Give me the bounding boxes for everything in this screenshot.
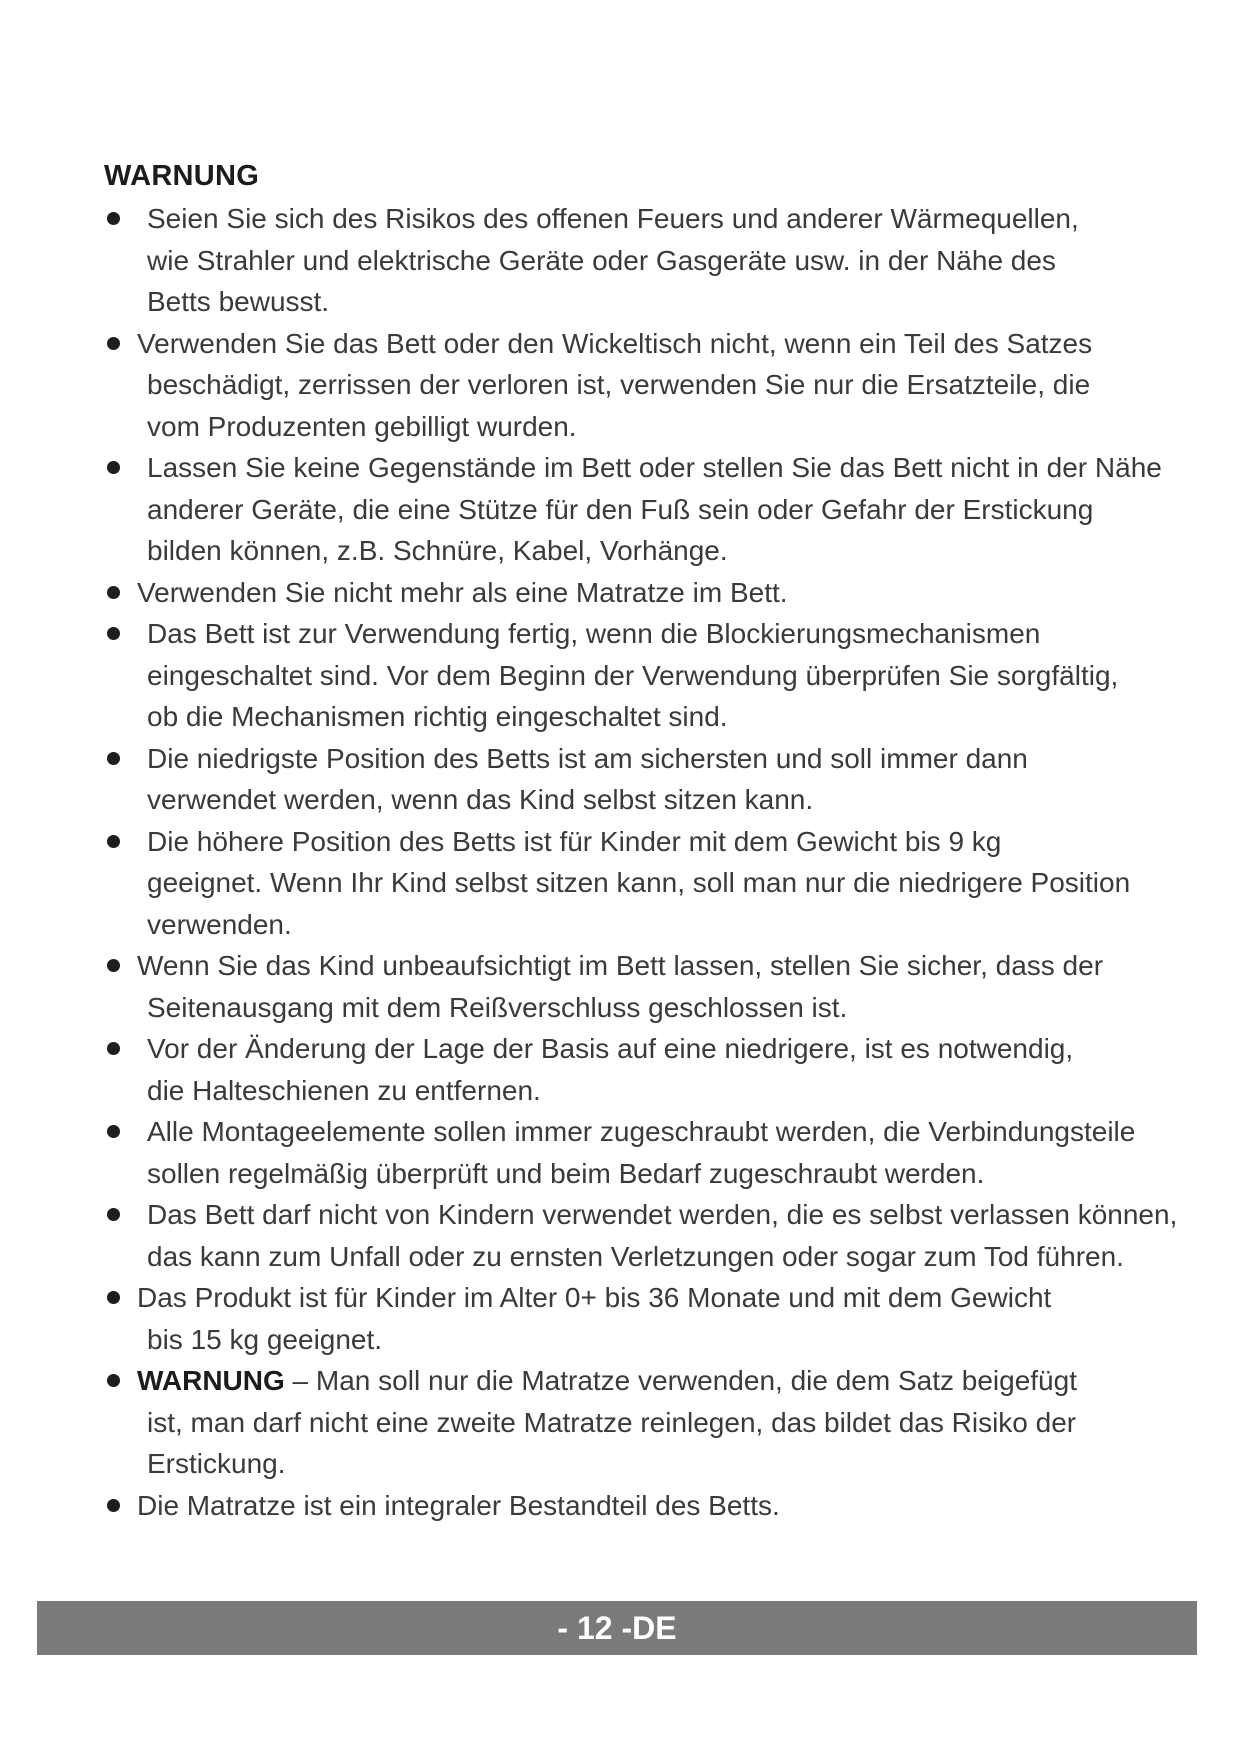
item-line: verwenden. <box>147 908 292 940</box>
list-item <box>104 572 1204 614</box>
list-item <box>104 821 1204 946</box>
item-line: bis 15 kg geeignet. <box>147 1323 383 1355</box>
item-line: Alle Montageelemente sollen immer zugeschraubt werden, die Verbindungsteile <box>147 1116 1136 1147</box>
item-line: beschädigt, zerrissen der verloren ist, verwenden Sie nur die Ersatzteile, die <box>147 369 1091 400</box>
item-line: sollen regelmäßig überprüft und beim Bedarf zugeschraubt werden. <box>147 1157 985 1189</box>
list-item <box>104 1194 1204 1277</box>
item-line: ist, man darf nicht eine zweite Matratze reinlegen, das bildet das Risiko der <box>147 1406 1077 1438</box>
item-line: eingeschaltet sind. Vor dem Beginn der Verwendung überprüfen Sie sorgfältig, <box>147 659 1119 691</box>
item-line: Vor der Änderung der Lage der Basis auf eine niedrigere, ist es notwendig, <box>147 1033 1074 1064</box>
bullet-icon <box>107 959 120 972</box>
bullet-icon <box>107 1291 120 1304</box>
item-line: ob die Mechanismen richtig eingeschaltet sind. <box>147 701 728 732</box>
item-line: Die höhere Position des Betts ist für Kinder mit dem Gewicht bis 9 kg <box>147 825 1002 857</box>
item-line: verwendet werden, wenn das Kind selbst sitzen kann. <box>147 784 814 815</box>
bullet-icon <box>107 627 120 640</box>
item-line: Das Bett darf nicht von Kindern verwendet werden, die es selbst verlassen können, <box>147 1199 1178 1230</box>
item-line: Die Matratze ist ein integraler Bestandteil des Betts. <box>137 1489 780 1521</box>
list-item <box>104 738 1204 821</box>
bullet-icon <box>107 586 120 599</box>
bullet-icon <box>107 461 120 474</box>
bullet-icon <box>107 1125 120 1138</box>
item-line-text: – Man soll nur die Matratze verwenden, die dem Satz beigefügt <box>284 1365 1077 1396</box>
item-line: Wenn Sie das Kind unbeaufsichtigt im Bett lassen, stellen Sie sicher, dass der <box>137 950 1104 981</box>
item-line: Erstickung. <box>147 1448 286 1479</box>
page-number: - 12 -DE <box>557 1610 677 1646</box>
item-line: Das Produkt ist für Kinder im Alter 0+ bis 36 Monate und mit dem Gewicht <box>137 1282 1052 1313</box>
item-line: Betts bewusst. <box>147 286 330 317</box>
item-line: Die niedrigste Position des Betts ist am sichersten und soll immer dann <box>147 742 1028 774</box>
list-item <box>104 1485 1204 1527</box>
item-line: Lassen Sie keine Gegenstände im Bett oder stellen Sie das Bett nicht in der Nähe <box>147 452 1162 483</box>
list-item <box>104 198 1204 323</box>
list-item <box>104 945 1204 1028</box>
list-item <box>104 1028 1204 1111</box>
item-line <box>137 1360 1204 1402</box>
item-line: anderer Geräte, die eine Stütze für den Fuß sein oder Gefahr der Erstickung <box>147 493 1094 525</box>
list-item <box>104 1277 1204 1360</box>
item-line: geeignet. Wenn Ihr Kind selbst sitzen kann, soll man nur die niedrigere Position <box>147 867 1131 898</box>
item-line: Verwenden Sie das Bett oder den Wickeltisch nicht, wenn ein Teil des Satzes <box>137 327 1093 359</box>
item-line: die Halteschienen zu entfernen. <box>147 1074 541 1106</box>
list-item <box>104 613 1204 738</box>
item-line: vom Produzenten gebilligt wurden. <box>147 410 577 442</box>
list-item <box>104 1111 1204 1194</box>
item-line: Seien Sie sich des Risikos des offenen Feuers und anderer Wärmequellen, <box>147 203 1079 234</box>
item-line: Seitenausgang mit dem Reißverschluss geschlossen ist. <box>147 991 848 1023</box>
bullet-icon <box>107 212 120 225</box>
item-line: bilden können, z.B. Schnüre, Kabel, Vorhänge. <box>147 535 728 566</box>
item-line: wie Strahler und elektrische Geräte oder Gasgeräte usw. in der Nähe des <box>147 244 1056 276</box>
bullet-icon <box>107 835 120 848</box>
item-line: Das Bett ist zur Verwendung fertig, wenn die Blockierungsmechanismen <box>147 618 1041 649</box>
bullet-icon <box>107 1208 120 1221</box>
warning-list <box>104 198 1204 1526</box>
warning-label: WARNUNG <box>137 1365 285 1396</box>
list-item <box>104 323 1204 448</box>
bullet-icon <box>107 1374 120 1387</box>
bullet-icon <box>107 752 120 765</box>
item-line: das kann zum Unfall oder zu ernsten Verletzungen oder sogar zum Tod führen. <box>147 1240 1124 1272</box>
bullet-icon <box>107 1042 120 1055</box>
bullet-icon <box>107 1499 120 1512</box>
list-item <box>104 1360 1204 1485</box>
bullet-icon <box>107 337 120 350</box>
warning-heading: WARNUNG <box>104 160 260 192</box>
page-footer <box>37 1601 1197 1655</box>
list-item <box>104 447 1204 572</box>
item-line: Verwenden Sie nicht mehr als eine Matratze im Bett. <box>137 576 788 608</box>
